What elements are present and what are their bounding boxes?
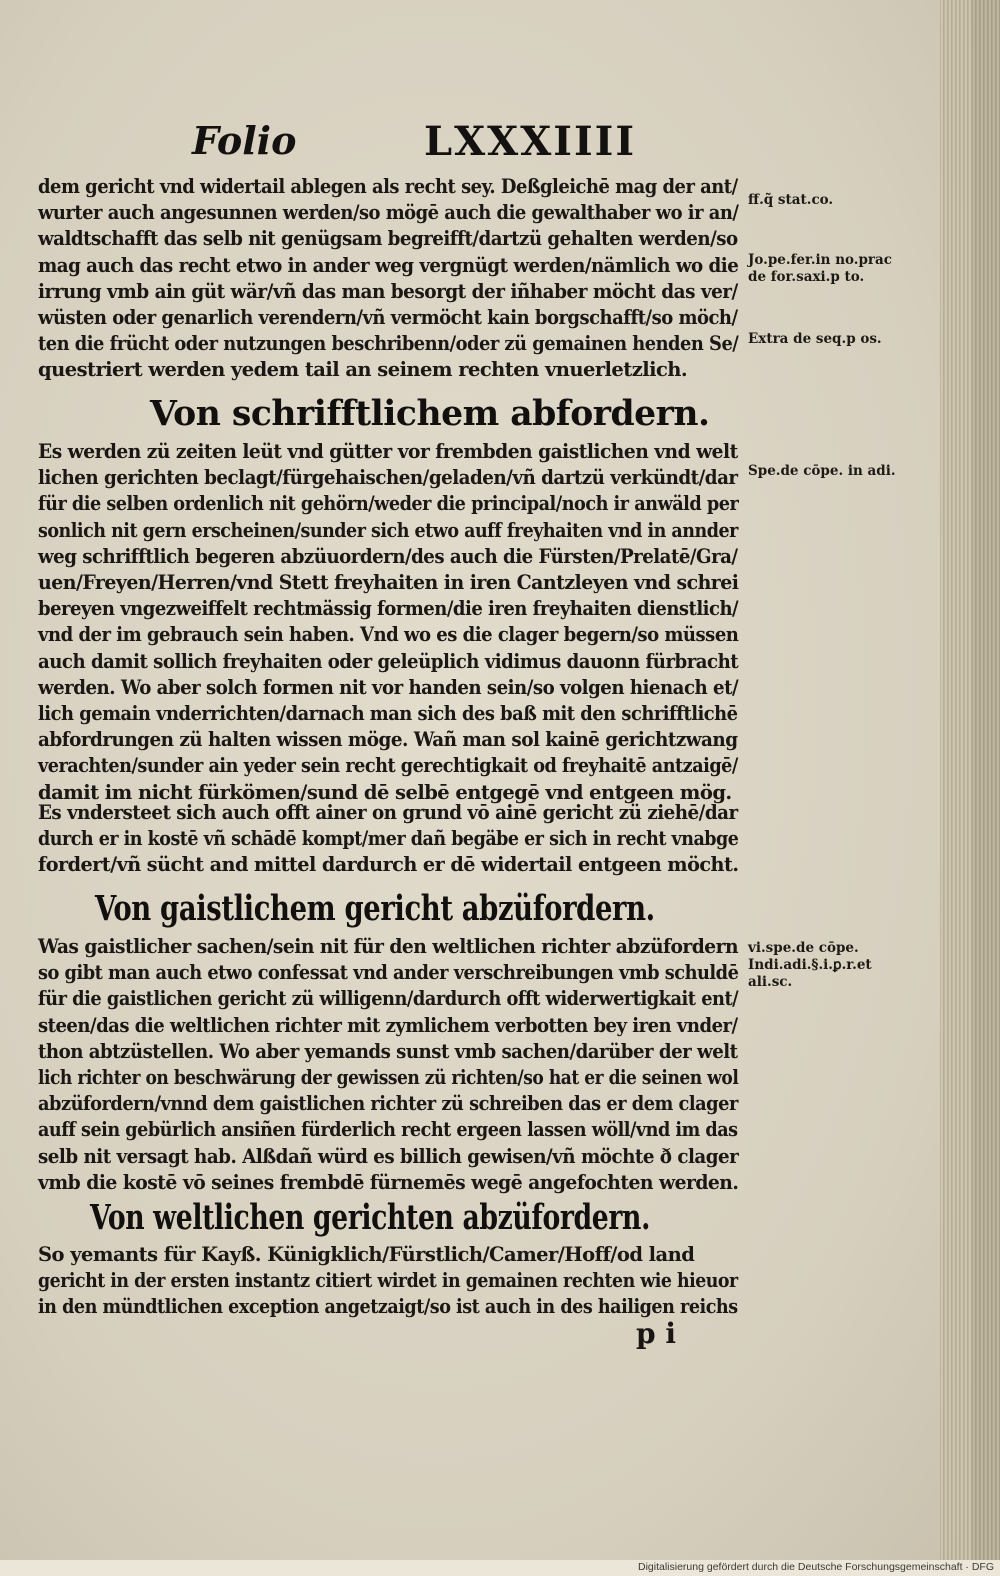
text-line: gericht in der ersten instantz citiert wirdet in gemainen rechten wie hieuor	[38, 1269, 738, 1293]
text-line: abzüfordern/vnnd dem gaistlichen richter zü schreiben das er dem clager	[38, 1092, 738, 1116]
paragraph	[38, 934, 738, 1196]
marginal-note	[748, 252, 892, 286]
text-line: uen/Freyen/Herren/vnd Stett freyhaiten in iren Cantzleyen vnd schrei	[38, 571, 739, 595]
paragraph-continuation	[38, 174, 738, 384]
paragraph	[38, 800, 738, 879]
marginal-line: vi.spe.de cōpe.	[748, 940, 859, 956]
text-line: steen/das die weltlichen richter mit zymlichem verbotten bey iren vnder/	[38, 1013, 738, 1037]
marginal-note	[748, 940, 872, 991]
text-line: so gibt man auch etwo confessat vnd ander verschreibungen vmb schuldē	[38, 961, 739, 985]
text-line: ten die frücht oder nutzungen beschribenn/oder zü gemainen henden Se/	[38, 332, 739, 356]
folio-label: Folio	[192, 118, 297, 163]
dfg-credit: Digitalisierung gefördert durch die Deutsche Forschungsgemeinschaft · DFG	[637, 1561, 994, 1573]
marginal-line: ff.q̃ stat.co.	[748, 192, 834, 208]
text-line: in den mündtlichen exception angetzaigt/so ist auch in des hailigen reichs	[38, 1295, 738, 1319]
marginal-note	[748, 463, 896, 480]
text-line: bereyen vngezweiffelt rechtmässig formen/die iren freyhaiten dienstlich/	[38, 597, 739, 621]
text-line: sonlich nit gern erscheinen/sunder sich etwo auff freyhaiten vnd in annder	[38, 518, 738, 542]
section-heading: Von gaistlichem gericht abzüfordern.	[95, 888, 655, 929]
text-line: Es vndersteet sich auch offt ainer on grund vō ainē gericht zü ziehē/dar	[38, 801, 738, 824]
text-line: durch er in kostē vñ schādē kompt/mer dañ begäbe er sich in recht vnabge	[38, 827, 739, 851]
page-edge-stack	[940, 0, 1000, 1560]
marginal-line: ali.sc.	[748, 974, 793, 990]
text-line: wurter auch angesunnen werden/so mögē auch die gewalthaber wo ir an/	[38, 201, 739, 225]
marginal-line: Extra de seq.p os.	[748, 331, 882, 347]
folio-number: LXXXIIII	[424, 118, 637, 165]
text-line: lich gemain vnderrichten/darnach man sich des baß mit den schrifftlichē	[38, 702, 738, 726]
marginal-line: de for.saxi.p to.	[748, 269, 865, 285]
text-line: So yemants für Kayß. Künigklich/Fürstlich/Camer/Hoff/od land	[38, 1243, 695, 1266]
text-line: fordert/vñ sücht and mittel dardurch er dē widertail entgeen möcht.	[38, 853, 739, 877]
marginal-line: Indi.adi.§.i.ꝑ.r.et	[748, 957, 872, 973]
text-line: abfordrungen zü halten wissen möge. Wañ man sol kainē gerichtzwang	[38, 728, 738, 752]
text-line: mag auch das recht etwo in ander weg vergnügt werden/nämlich wo die	[38, 253, 739, 277]
text-line: Es werden zü zeiten leüt vnd gütter vor frembden gaistlichen vnd welt	[38, 440, 738, 463]
text-line: dem gericht vnd widertail ablegen als recht sey. Deßgleichē mag der ant/	[38, 175, 738, 198]
text-line: lich richter on beschwärung der gewissen zü richten/so hat er die seinen wol	[38, 1066, 739, 1090]
text-line: vnd der im gebrauch sein haben. Vnd wo es die clager begern/so müssen	[38, 623, 739, 647]
text-line: lichen gerichten beclagt/fürgehaischen/geladen/vñ dartzü verkündt/dar	[38, 466, 738, 490]
text-line: vmb die kostē vō seines frembdē fürnemēs wegē angefochten werden.	[38, 1170, 739, 1194]
text-line: selb nit versagt hab. Alßdañ würd es billich gewisen/vñ möchte ð clager	[38, 1144, 739, 1168]
marginal-line: Jo.pe.fer.in no.prac	[748, 252, 892, 268]
text-line: für die selben ordenlich nit gehörn/weder die principal/noch ir anwäld per	[38, 492, 739, 516]
section-heading: Von weltlichen gerichten abzüfordern.	[90, 1197, 650, 1238]
marginal-note	[748, 331, 882, 348]
text-line: Was gaistlicher sachen/sein nit für den weltlichen richter abzüfordern	[38, 935, 738, 958]
text-line: wüsten oder genarlich verendern/vñ vermöcht kain borgschafft/so möch/	[38, 306, 738, 330]
text-line: waldtschafft das selb nit genügsam begreifft/dartzü gehalten werden/so	[38, 227, 738, 251]
paragraph	[38, 1242, 738, 1321]
text-line: für die gaistlichen gericht zü willigenn/dardurch offt widerwertigkait ent/	[38, 987, 739, 1011]
text-line: questriert werden yedem tail an seinem rechten vnuerletzlich.	[38, 358, 688, 382]
text-line: verachten/sunder ain yeder sein recht gerechtigkait od freyhaitē antzaigē/	[38, 754, 738, 778]
text-line: thon abtzüstellen. Wo aber yemands sunst vmb sachen/darüber der welt	[38, 1039, 738, 1063]
text-line: damit im nicht fürkömen/sund dē selbē entgegē vnd entgeen mög.	[38, 780, 732, 804]
signature-mark: p i	[636, 1317, 676, 1350]
text-line: auff sein gebürlich ansiñen fürderlich recht ergeen lassen wöll/vnd im das	[38, 1118, 738, 1142]
text-line: weg schrifftlich begeren abzüuordern/des auch die Fürsten/Prelatē/Gra/	[38, 544, 738, 568]
section-heading: Von schrifftlichem abfordern.	[150, 393, 710, 434]
marginal-line: Spe.de cōpe. in adi.	[748, 463, 896, 479]
text-line: irrung vmb ain güt wär/vñ das man besorgt der iñhaber möcht das ver/	[38, 279, 738, 303]
text-line: werden. Wo aber solch formen nit vor handen sein/so volgen hienach et/	[38, 675, 739, 699]
paragraph	[38, 439, 738, 806]
marginal-note	[748, 192, 833, 209]
text-line: auch damit sollich freyhaiten oder geleüplich vidimus dauonn fürbracht	[38, 649, 739, 673]
